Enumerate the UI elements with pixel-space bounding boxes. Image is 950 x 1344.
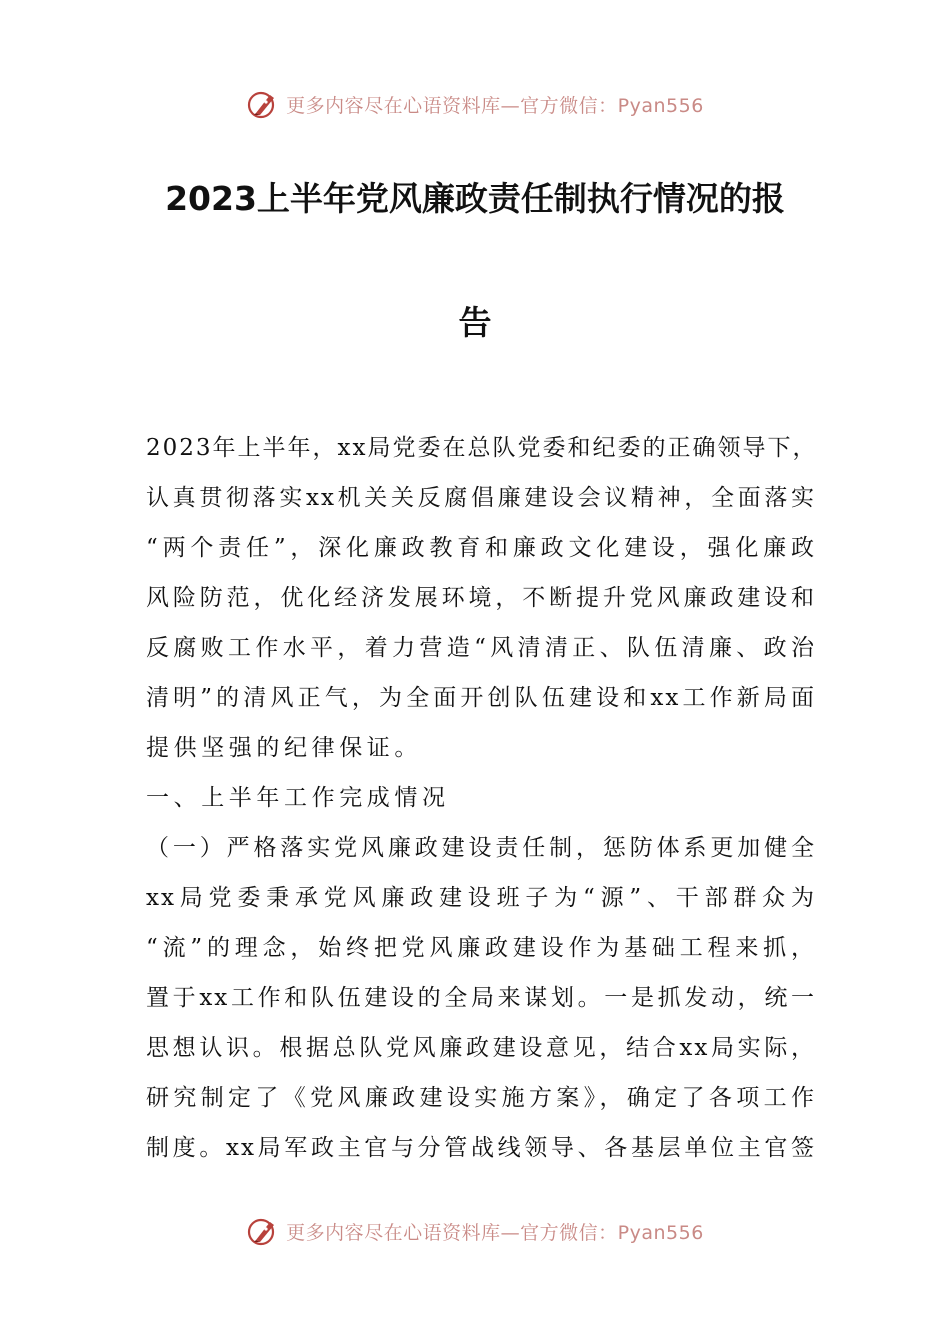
body-line: xx局党委秉承党风廉政建设班子为“源”、干部群众为 xyxy=(146,885,816,911)
body-line: 风险防范，优化经济发展环境，不断提升党风廉政建设和 xyxy=(146,585,816,611)
pen-nib-circle-icon xyxy=(246,1214,280,1248)
body-line: 认真贯彻落实xx机关关反腐倡廉建设会议精神，全面落实 xyxy=(146,485,816,511)
body-line: “两个责任”，深化廉政教育和廉政文化建设，强化廉政 xyxy=(146,535,816,561)
body-line: 反腐败工作水平，着力营造“风清清正、队伍清廉、政治 xyxy=(146,635,816,661)
body-line: 提供坚强的纪律保证。 xyxy=(146,735,422,761)
body-line: 清明”的清风正气，为全面开创队伍建设和xx工作新局面 xyxy=(146,685,816,711)
wechat-id: Pyan556 xyxy=(617,94,704,117)
header-watermark-banner xyxy=(0,84,950,124)
document-body xyxy=(146,428,816,1178)
body-line: 研究制定了《党风廉政建设实施方案》，确定了各项工作 xyxy=(146,1085,816,1111)
document-title-line-1: 2023上半年党风廉政责任制执行情况的报 xyxy=(165,179,785,218)
body-line: 2023年上半年，xx局党委在总队党委和纪委的正确领导下， xyxy=(146,435,818,461)
body-line: 制度。xx局军政主官与分管战线领导、各基层单位主官签 xyxy=(146,1135,816,1161)
banner-text: 更多内容尽在心语资料库—官方微信：Pyan556 xyxy=(286,1221,704,1244)
pen-nib-circle-icon xyxy=(246,87,280,121)
body-line: 思想认识。根据总队党风廉政建设意见，结合xx局实际， xyxy=(146,1035,816,1061)
banner-text: 更多内容尽在心语资料库—官方微信：Pyan556 xyxy=(286,94,704,117)
body-line: 置于xx工作和队伍建设的全局来谋划。一是抓发动，统一 xyxy=(146,985,816,1011)
body-line: “流”的理念，始终把党风廉政建设作为基础工程来抓， xyxy=(146,935,816,961)
wechat-id: Pyan556 xyxy=(617,1221,704,1244)
document-title-line-2: 告 xyxy=(458,303,492,342)
footer-watermark-banner xyxy=(0,1211,950,1251)
subsection-heading: （一）严格落实党风廉政建设责任制，惩防体系更加健全 xyxy=(146,835,816,861)
section-heading: 一、上半年工作完成情况 xyxy=(146,785,450,811)
